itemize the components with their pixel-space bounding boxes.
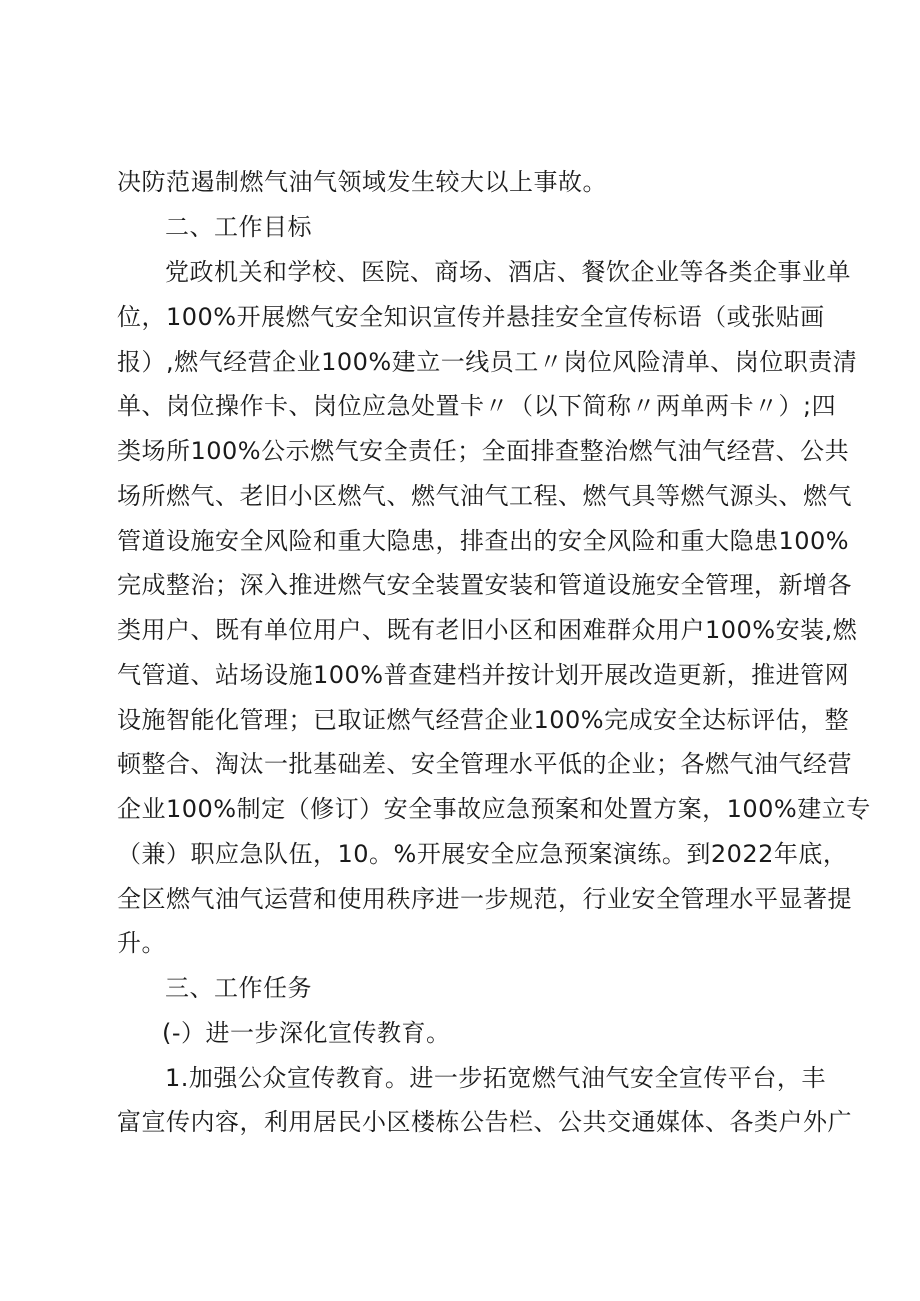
text-line: 1.加强公众宣传教育。进一步拓宽燃气油气安全宣传平台，丰 <box>165 1064 826 1092</box>
text-line: 设施智能化管理；已取证燃气经营企业100%完成安全达标评估，整 <box>117 706 850 734</box>
section-heading-goals: 二、工作目标 <box>165 213 312 241</box>
text-line: 党政机关和学校、医院、商场、酒店、餐饮企业等各类企事业单 <box>165 258 851 286</box>
text-line: 完成整治；深入推进燃气安全装置安装和管道设施安全管理，新增各 <box>117 571 852 599</box>
subsection-heading: (-）进一步深化宣传教育。 <box>162 1019 451 1047</box>
text-line: 场所燃气、老旧小区燃气、燃气油气工程、燃气具等燃气源头、燃气 <box>117 482 852 510</box>
text-line: 决防范遏制燃气油气领域发生较大以上事故。 <box>117 168 607 196</box>
text-line: 富宣传内容，利用居民小区楼栋公告栏、公共交通媒体、各类户外广 <box>117 1108 852 1136</box>
text-line: 气管道、站场设施100%普查建档并按计划开展改造更新，推进管网 <box>117 661 850 689</box>
text-line: 位，100%开展燃气安全知识宣传并悬挂安全宣传标语（或张贴画 <box>117 303 825 331</box>
text-line: 全区燃气油气运营和使用秩序进一步规范，行业安全管理水平显著提 <box>117 885 852 913</box>
section-heading-tasks: 三、工作任务 <box>165 974 312 1002</box>
text-line: 企业100%制定（修订）安全事故应急预案和处置方案，100%建立专 <box>117 795 871 823</box>
text-line: 类用户、既有单位用户、既有老旧小区和困难群众用户100%安装,燃 <box>117 616 858 644</box>
text-line: 升。 <box>117 929 166 957</box>
text-line: 管道设施安全风险和重大隐患，排查出的安全风险和重大隐患100% <box>117 527 850 555</box>
text-line: 报）,燃气经营企业100%建立一线员工〃岗位风险清单、岗位职责清 <box>117 348 858 376</box>
text-line: 单、岗位操作卡、岗位应急处置卡〃（以下简称〃两单两卡〃）;四 <box>117 392 837 420</box>
text-line: 顿整合、淘汰一批基础差、安全管理水平低的企业；各燃气油气经营 <box>117 750 852 778</box>
text-line: （兼）职应急队伍，10。%开展安全应急预案演练。到2022年底， <box>117 840 848 868</box>
text-line: 类场所100%公示燃气安全责任；全面排查整治燃气油气经营、公共 <box>117 437 850 465</box>
